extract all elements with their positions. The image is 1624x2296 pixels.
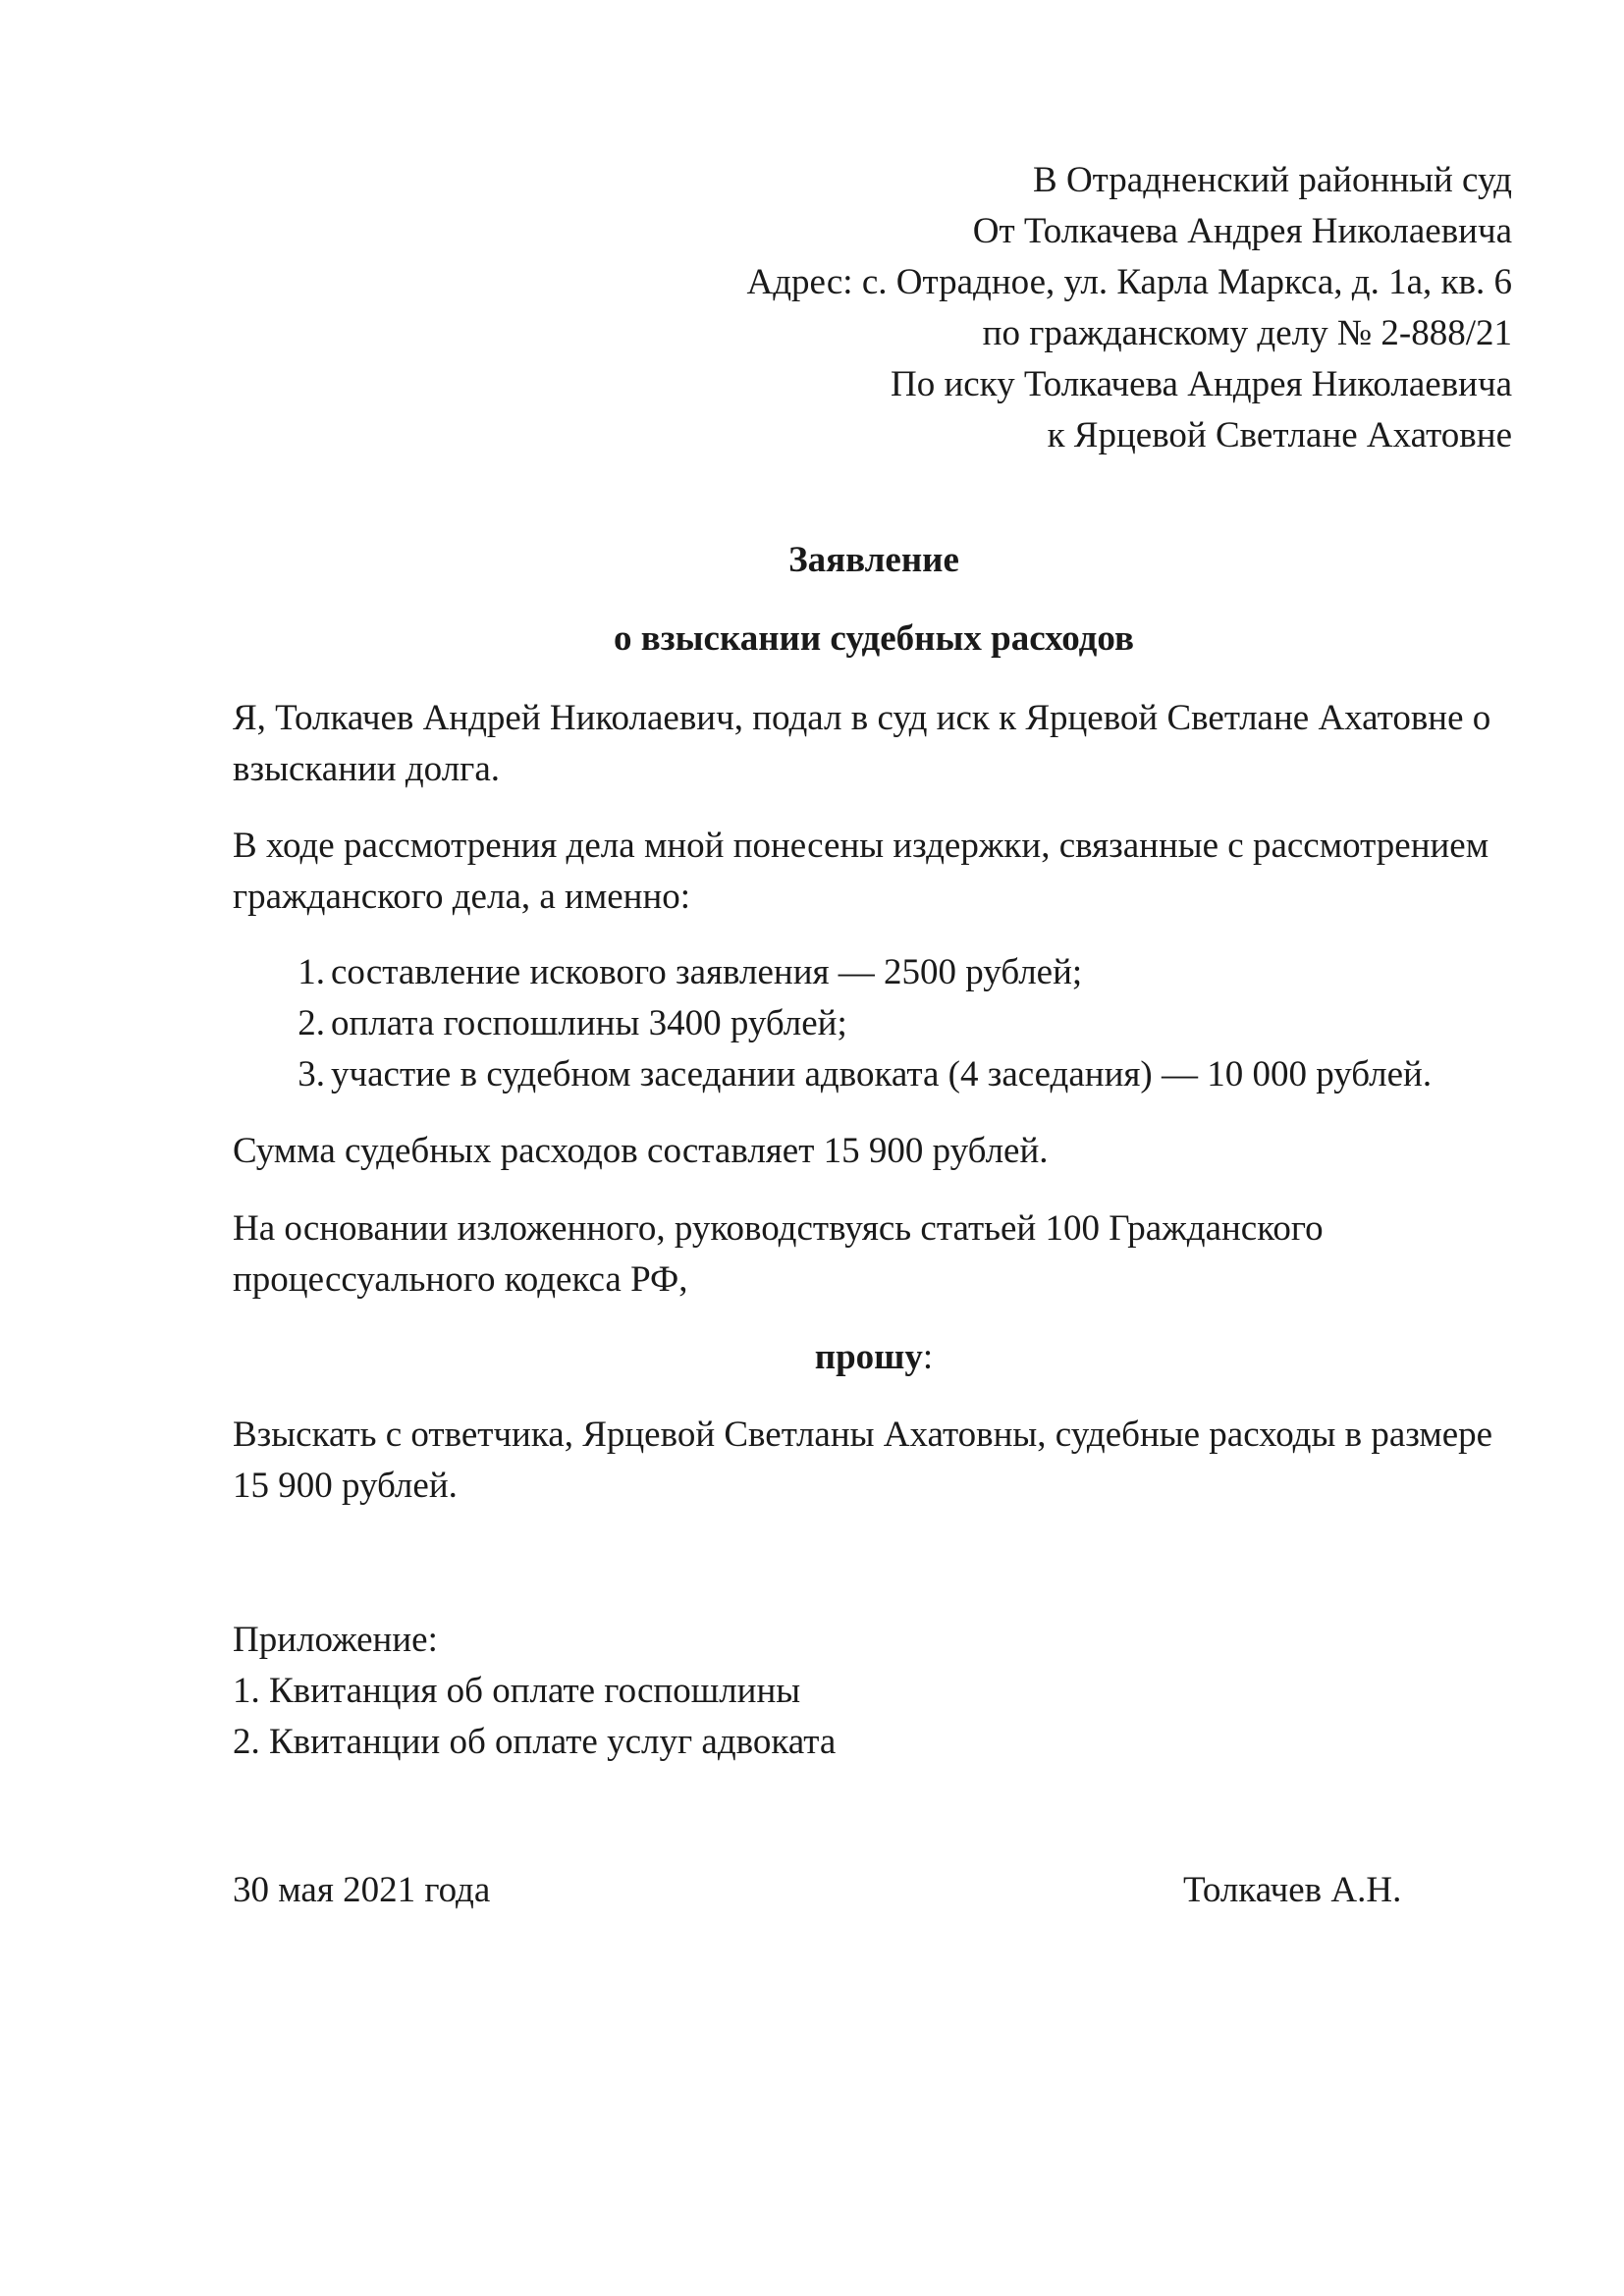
list-item-number: 2. bbox=[298, 1003, 325, 1043]
attachment-item: 1. Квитанция об оплате госпошлины bbox=[233, 1671, 801, 1711]
request-heading bbox=[0, 1332, 1624, 1383]
total-paragraph: Сумма судебных расходов составляет 15 900 рублей. bbox=[233, 1131, 1049, 1171]
address-line: Адрес: с. Отрадное, ул. Карла Маркса, д. 1а, кв. 6 bbox=[746, 262, 1512, 302]
list-item-text: оплата госпошлины 3400 рублей; bbox=[331, 1003, 847, 1043]
claim-line: По иску Толкачева Андрея Николаевича bbox=[890, 364, 1512, 404]
signature-name: Толкачев А.Н. bbox=[1183, 1870, 1402, 1910]
document-title: Заявление bbox=[788, 540, 959, 580]
expenses-paragraph: В ходе рассмотрения дела мной понесены издержки, связанные с рассмотрением гражданского дела, а именно: bbox=[233, 826, 1489, 917]
list-item bbox=[233, 998, 1432, 1049]
attachments-heading: Приложение: bbox=[233, 1620, 438, 1660]
request-word: прошу bbox=[814, 1337, 923, 1377]
addressee-block bbox=[530, 155, 1512, 461]
list-item-number: 1. bbox=[298, 952, 325, 992]
attachment-item: 2. Квитанции об оплате услуг адвоката bbox=[233, 1722, 837, 1762]
legal-basis-paragraph: На основании изложенного, руководствуясь статьей 100 Гражданского процессуального кодекса РФ, bbox=[233, 1208, 1324, 1300]
attachments-block bbox=[233, 1615, 836, 1768]
request-punct: : bbox=[922, 1337, 934, 1377]
list-item-number: 3. bbox=[298, 1054, 325, 1095]
list-item-text: участие в судебном заседании адвоката (4 заседания) — 10 000 рублей. bbox=[331, 1054, 1433, 1095]
document-subtitle: о взыскании судебных расходов bbox=[614, 618, 1134, 659]
list-item bbox=[233, 1049, 1432, 1100]
expenses-list bbox=[233, 947, 1432, 1100]
demand-paragraph: Взыскать с ответчика, Ярцевой Светланы Ахатовны, судебные расходы в размере 15 900 рублей. bbox=[233, 1415, 1493, 1506]
list-item bbox=[233, 947, 1432, 998]
defendant-line: к Ярцевой Светлане Ахатовне bbox=[1047, 415, 1512, 455]
applicant-line: От Толкачева Андрея Николаевича bbox=[972, 211, 1512, 251]
list-item-text: составление искового заявления — 2500 рублей; bbox=[331, 952, 1083, 992]
court-line: В Отрадненский районный суд bbox=[1033, 160, 1512, 200]
intro-paragraph: Я, Толкачев Андрей Николаевич, подал в суд иск к Ярцевой Светлане Ахатовне о взыскании долга. bbox=[233, 698, 1491, 789]
document-date: 30 мая 2021 года bbox=[233, 1870, 491, 1910]
case-number-line: по гражданскому делу № 2-888/21 bbox=[982, 313, 1512, 353]
